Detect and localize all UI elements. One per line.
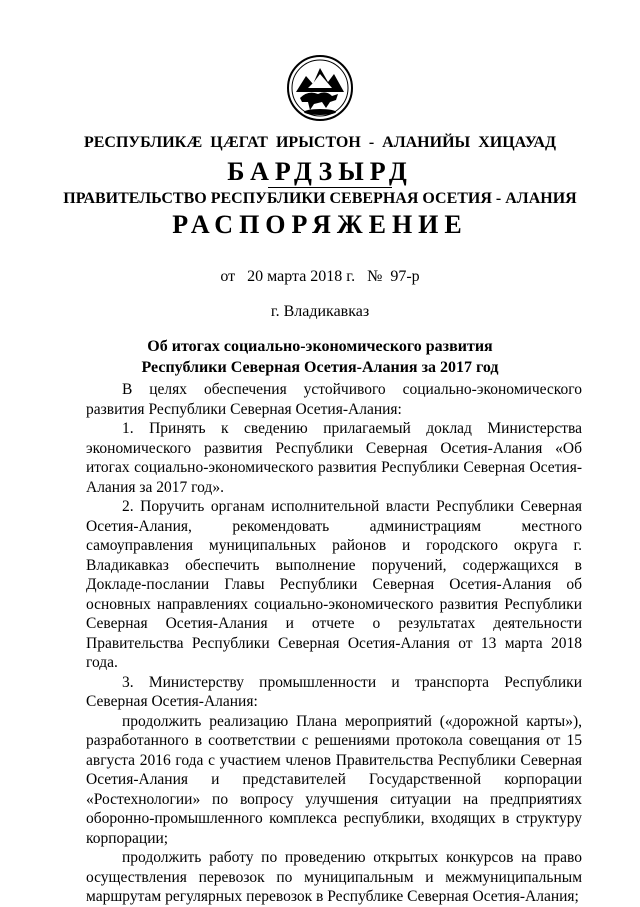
city: г. Владикавказ (270, 303, 370, 320)
body-paragraph-3-item-1: продолжить реализацию Плана мероприятий («дорожной карты»), разработанного в соответствии с решениями протокола совещания от 15 августа 2016 года с участием членов Правительства Республики Северная Осетия-Алания и представителей Государственной корпорации «Ростехнологии» по вопросу улучшения ситуации на предприятиях оборонно-промышленного комплекса республики, входящих в структуру корпорации; (86, 712, 582, 847)
date-number-line (0, 268, 640, 286)
coat-of-arms-icon (286, 54, 354, 122)
body-paragraph-intro: В целях обеспечения устойчивого социально-экономического развития Республики Северная Осетия-Алания: (86, 381, 582, 418)
document-title (0, 336, 640, 378)
document-number: 97-р (390, 268, 420, 285)
document-title-line-2: Республики Северная Осетия-Алания за 2017 год (141, 359, 499, 376)
body-paragraph-2: 2. Поручить органам исполнительной власти Республики Северная Осетия-Алания, рекомендовать администрациям местного самоуправления муниципальных районов и городского округа г. Владикавказ обеспечить выполнение поручений, содержащихся в Докладе-послании Главы Республики Северная Осетия-Алания об основных направлениях социально-экономического развития Республики Северная Осетия-Алания и отчете о результатах деятельности Правительства Республики Северная Осетия-Алания от 13 марта 2018 года. (86, 498, 582, 671)
body-paragraph-3-item-2: продолжить работу по проведению открытых конкурсов на право осуществления перевозок по муниципальным и межмуниципальным маршрутам регулярных перевозок в Республике Северная Осетия-Алания; (86, 849, 582, 905)
document-body (86, 380, 582, 907)
russian-government-line: ПРАВИТЕЛЬСТВО РЕСПУБЛИКИ СЕВЕРНАЯ ОСЕТИЯ - АЛАНИЯ (63, 190, 577, 207)
number-prefix: № (367, 268, 383, 285)
document-title-line-1: Об итогах социально-экономического развития (147, 338, 493, 355)
date-prefix: от (220, 268, 236, 285)
title-underline (268, 187, 392, 188)
body-paragraph-3: 3. Министерству промышленности и транспорта Республики Северная Осетия-Алания: (86, 673, 582, 710)
russian-title: РАСПОРЯЖЕНИЕ (172, 210, 468, 239)
ossetian-title: БАРДЗЫРД (227, 157, 413, 186)
body-paragraph-1: 1. Принять к сведению прилагаемый доклад Министерства экономического развития Республики Северная Осетия-Алания «Об итогах социально-экономического развития Республики Северная Осетия-Алания за 2017 год». (86, 420, 582, 496)
ossetian-government-line: РЕСПУБЛИКӔ ЦӔГАТ ИРЫСТОН - АЛАНИЙЫ ХИЦАУАД (83, 134, 557, 151)
document-date: 20 марта 2018 г. (247, 268, 356, 285)
